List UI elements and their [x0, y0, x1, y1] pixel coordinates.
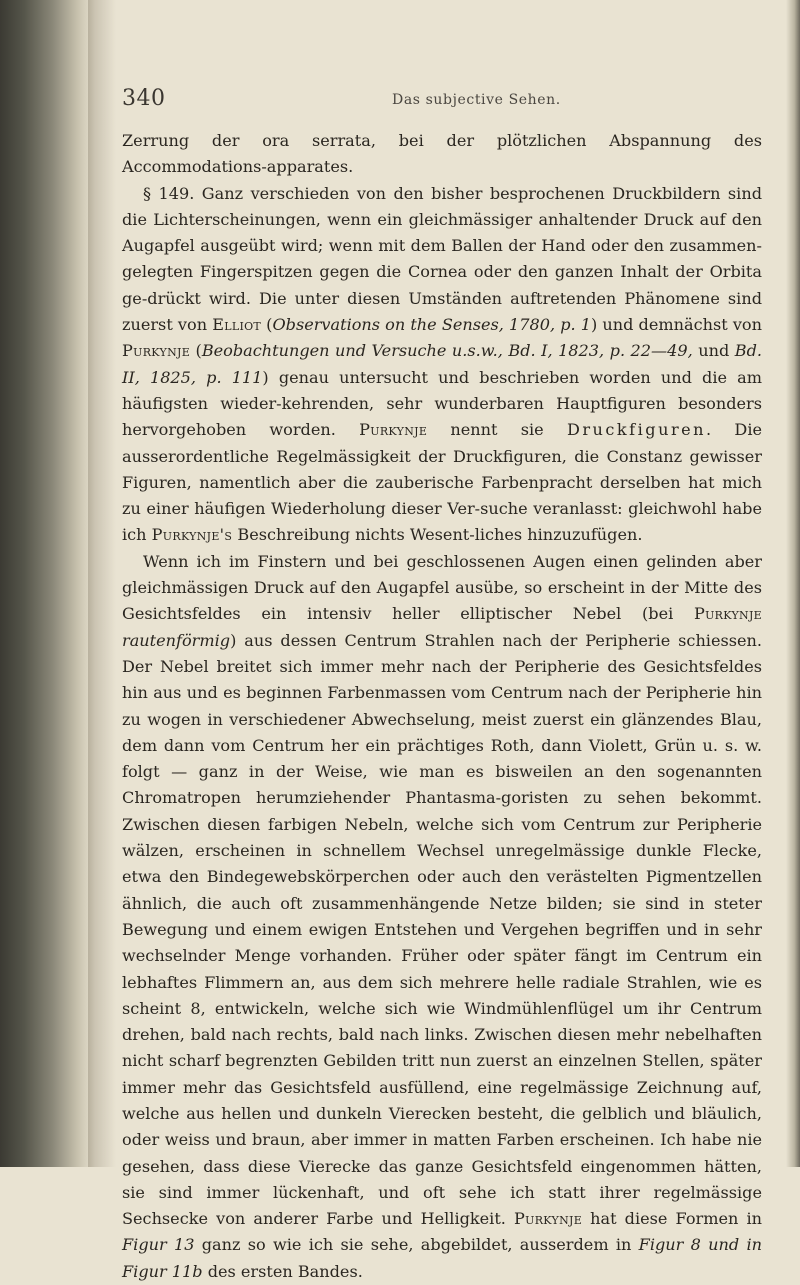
body-text — [122, 128, 762, 1285]
page-edge — [786, 0, 800, 1167]
citation: Bd. II, 1825, p. 111 — [122, 341, 762, 387]
author-name: Purkynje — [122, 341, 191, 361]
figure-reference: Figur 8 und in Figur 11b — [122, 1235, 762, 1281]
citation: Beobachtungen und Versuche u.s.w., Bd. I, 1823, p. 22—49, — [201, 341, 693, 361]
book-binding-shadow — [0, 0, 95, 1167]
spaced-term: Druckfiguren — [566, 420, 707, 440]
running-title: Das subjective Sehen. — [392, 92, 561, 108]
book-page — [122, 86, 762, 1285]
author-name: Purkynje — [693, 604, 762, 624]
figure-reference: Figur 13 — [122, 1235, 195, 1255]
italic-term: rautenförmig — [122, 630, 231, 650]
author-name: Elliot — [212, 315, 262, 335]
page-number: 340 — [122, 86, 166, 111]
gutter-shadow — [88, 0, 116, 1167]
author-name: Purkynje — [514, 1209, 583, 1229]
author-name: Purkynje's — [151, 525, 233, 545]
author-name: Purkynje — [359, 420, 428, 440]
citation: Observations on the Senses, 1780, p. 1 — [272, 315, 591, 335]
paragraph-section-149: § 149. Ganz verschieden von den bisher besprochenen Druckbildern sind die Lichterscheinungen, wenn ein gleichmässiger anhaltender Druck auf den Augapfel ausgeübt wird; wenn mit dem Ballen der Hand oder den zusammen-gelegten Fingerspitzen gegen die Cornea oder den ganzen Inhalt der Orbita ge-drückt wird. Die unter diesen Umständen auftretenden Phänomene sind zuerst von Elliot (Observations on the Senses, 1780, p. 1) und demnächst von Purkynje (Beobachtungen und Versuche u.s.w., Bd. I, 1823, p. 22—49, und Bd. II, 1825, p. 111) genau untersucht und beschrieben worden und die am häufigsten wieder-kehrenden, sehr wunderbaren Hauptfiguren besonders hervorgehoben worden. Purkynje nennt sie Druckfiguren. Die ausserordentliche Regelmässigkeit der Druckfiguren, die Constanz gewisser Figuren, namentlich aber die zauberische Farbenpracht derselben hat mich zu einer häufigen Wiederholung dieser Ver-suche veranlasst: gleichwohl habe ich Purkynje's Beschreibung nichts Wesent-liches hinzuzufügen. — [122, 183, 762, 545]
paragraph-continuation: Zerrung der ora serrata, bei der plötzlichen Abspannung des Accommodations-apparates. — [122, 131, 762, 177]
paragraph-druckfiguren: Wenn ich im Finstern und bei geschlossenen Augen einen gelinden aber gleichmässigen Druck auf den Augapfel ausübe, so erscheint in der Mitte des Gesichtsfeldes ein intensiv heller elliptischer Nebel (bei Purkynje rautenförmig) aus dessen Centrum Strahlen nach der Peripherie schiessen. Der Nebel breitet sich immer mehr nach der Peripherie des Gesichtsfeldes hin aus und es beginnen Farbenmassen vom Centrum nach der Peripherie hin zu wogen in verschiedener Abwechselung, meist zuerst ein glänzendes Blau, dem dann vom Centrum her ein prächtiges Roth, dann Violett, Grün u. s. w. folgt — ganz in der Weise, wie man es bisweilen an den sogenannten Chromatropen herumziehender Phantasma-goristen zu sehen bekommt. Zwischen diesen farbigen Nebeln, welche sich vom Centrum zur Peripherie wälzen, erscheinen in schnellem Wechsel unregelmässige dunkle Flecke, etwa den Bindegewebskörperchen oder auch den verästelten Pigmentzellen ähnlich, die auch oft zusammenhängende Netze bilden; sie sind in steter Bewegung und einem ewigen Entstehen und Vergehen begriffen und in sehr wechselnder Menge vorhanden. Früher oder später fängt im Centrum ein lebhaftes Flimmern an, aus dem sich mehrere helle radiale Strahlen, wie es scheint 8, entwickeln, welche sich wie Windmühlenflügel um ihr Centrum drehen, bald nach rechts, bald nach links. Zwischen diesen mehr nebelhaften nicht scharf begrenzten Gebilden tritt nun zuerst an einzelnen Stellen, später immer mehr das Gesichtsfeld ausfüllend, eine regelmässige Zeichnung auf, welche aus hellen und dunkeln Vierecken besteht, die gelblich und bläulich, oder weiss und braun, aber immer in matten Farben erscheinen. Ich habe nie gesehen, dass diese Vierecke das ganze Gesichtsfeld eingenommen hätten, sie sind immer lückenhaft, und oft sehe ich statt ihrer regelmässige Sechsecke von anderer Farbe und Helligkeit. Purkynje hat diese Formen in Figur 13 ganz so wie ich sie sehe, abgebildet, ausserdem in Figur 8 und in Figur 11b des ersten Bandes. — [122, 551, 762, 1281]
running-head — [122, 86, 762, 122]
